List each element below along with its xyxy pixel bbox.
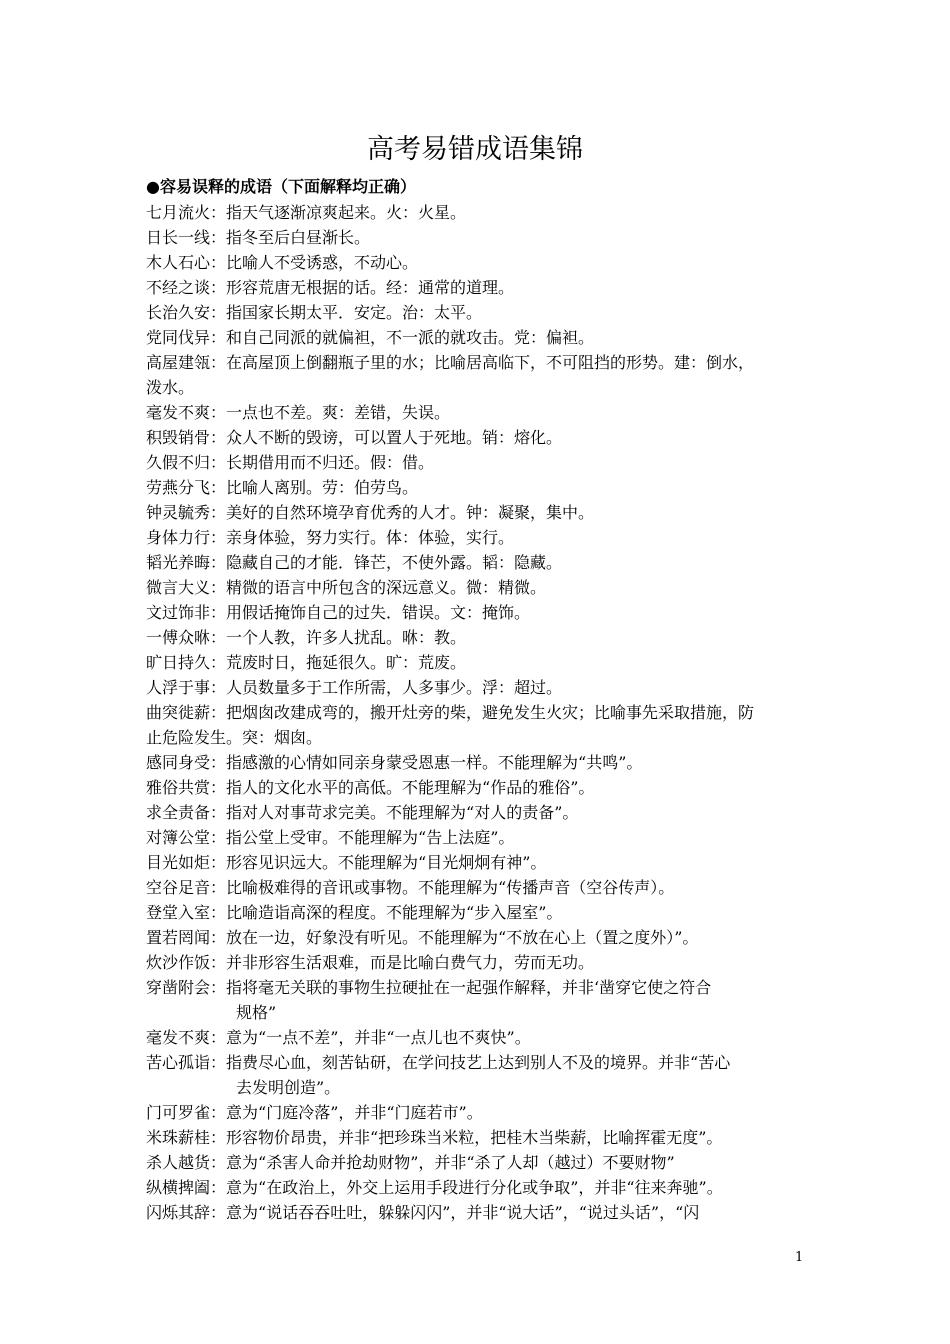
idiom-definition: 指感激的心情如同亲身蒙受恩惠一样。不能理解为“共鸣”。 [226,753,643,772]
idiom-term: 空谷足音： [146,878,227,897]
idiom-term: 高屋建瓴： [146,353,227,372]
idiom-entry [146,1025,816,1050]
idiom-definition: 亲身体验，努力实行。体：体验，实行。 [226,528,515,547]
idiom-term: 人浮于事： [146,678,227,697]
idiom-definition: 把烟囱改建成弯的，搬开灶旁的柴，避免发生火灾；比喻事先采取措施，防 [226,703,755,722]
idiom-term: 毫发不爽： [146,1028,227,1047]
idiom-entry [146,525,816,550]
idiom-entry [146,1150,816,1175]
idiom-term: 目光如炬： [146,853,227,872]
idiom-term: 党同伐异： [146,328,227,347]
document-title: 高考易错成语集锦 [367,134,583,165]
idiom-term: 苦心孤诣： [146,1053,227,1072]
idiom-entry [146,600,816,625]
idiom-entry [146,400,816,425]
idiom-definition: 比喻造诣高深的程度。不能理解为“步入屋室”。 [226,903,563,922]
idiom-entry [146,275,816,300]
idiom-term: 穿凿附会： [146,978,227,997]
idiom-definition: 一个人教，许多人扰乱。咻：教。 [226,628,467,647]
idiom-entry [146,850,816,875]
idiom-term: 感同身受： [146,753,227,772]
idiom-definition: 人员数量多于工作所需，人多事少。浮：超过。 [226,678,563,697]
idiom-entry [146,775,816,800]
idiom-entry [146,300,816,325]
idiom-term: 钟灵毓秀： [146,503,227,522]
idiom-definition: 意为“一点不差”，并非“一点儿也不爽快”。 [226,1028,531,1047]
idiom-definition: 指国家长期太平．安定。治：太平。 [226,303,483,322]
idiom-term: 登堂入室： [146,903,227,922]
idiom-entry [146,325,816,350]
idiom-definition: 意为“门庭冷落”，并非“门庭若市”。 [226,1103,483,1122]
idiom-definition: 一点也不差。爽：差错，失误。 [226,403,451,422]
idiom-definition: 荒废时日，拖延很久。旷：荒废。 [226,653,467,672]
idiom-definition: 隐藏自己的才能．锋芒，不使外露。韬：隐藏。 [226,553,563,572]
idiom-term: 求全责备： [146,803,227,822]
idiom-definition: 比喻人离别。劳：伯劳鸟。 [226,478,419,497]
idiom-entry [146,750,816,775]
idiom-entry [146,1100,816,1125]
idiom-definition: 比喻人不受诱惑，不动心。 [226,253,419,272]
idiom-term: 门可罗雀： [146,1103,227,1122]
idiom-definition-continued: 规格” [236,1003,277,1022]
idiom-definition: 指冬至后白昼渐长。 [226,228,371,247]
idiom-definition: 意为“在政治上，外交上运用手段进行分化或争取”，并非“往来奔驰”。 [226,1178,723,1197]
idiom-term: 闪烁其辞： [146,1203,227,1222]
idiom-entry [146,250,816,275]
idiom-entry [146,550,816,575]
idiom-term: 日长一线： [146,228,227,247]
idiom-entry [146,450,816,475]
idiom-entry [146,825,816,850]
idiom-entry [146,800,816,825]
idiom-definition: 形容见识远大。不能理解为“目光炯炯有神”。 [226,853,547,872]
idiom-entry [146,500,816,525]
idiom-entry [146,200,816,225]
idiom-term: 对簿公堂： [146,828,227,847]
idiom-definition: 用假话掩饰自己的过失．错误。文：掩饰。 [226,603,531,622]
idiom-entry [146,425,816,450]
idiom-entry [146,1050,816,1100]
idiom-term: 韬光养晦： [146,553,227,572]
idiom-list [146,200,816,1225]
idiom-entry [146,350,816,400]
idiom-definition: 众人不断的毁谤，可以置人于死地。销：熔化。 [226,428,563,447]
idiom-definition: 放在一边，好象没有听见。不能理解为“不放在心上（置之度外）”。 [226,928,699,947]
idiom-term: 长治久安： [146,303,227,322]
idiom-definition: 指对人对事苛求完美。不能理解为“对人的责备”。 [226,803,579,822]
idiom-entry [146,650,816,675]
idiom-definition-continued: 泼水。 [146,378,195,397]
idiom-term: 米珠薪桂： [146,1128,227,1147]
idiom-term: 久假不归： [146,453,227,472]
idiom-term: 置若罔闻： [146,928,227,947]
idiom-term: 毫发不爽： [146,403,227,422]
idiom-definition: 并非形容生活艰难，而是比喻白费气力，劳而无功。 [226,953,595,972]
idiom-definition: 指天气逐渐凉爽起来。火：火星。 [226,203,467,222]
idiom-entry [146,975,816,1025]
idiom-term: 微言大义： [146,578,227,597]
idiom-definition: 指将毫无关联的事物生拉硬扯在一起强作解释，并非‘凿穿它使之符合 [226,978,712,997]
idiom-entry [146,1200,816,1225]
idiom-entry [146,875,816,900]
idiom-term: 不经之谈： [146,278,227,297]
idiom-definition: 美好的自然环境孕育优秀的人才。钟：凝聚，集中。 [226,503,595,522]
idiom-term: 木人石心： [146,253,227,272]
idiom-term: 一傅众咻： [146,628,227,647]
idiom-term: 杀人越货： [146,1153,227,1172]
page-number: 1 [795,1250,804,1265]
idiom-term: 文过饰非： [146,603,227,622]
idiom-definition: 意为“说话吞吞吐吐，躲躲闪闪”，并非“说大话”，“说过头话”，“闪 [226,1203,700,1222]
idiom-definition: 和自己同派的就偏袒，不一派的就攻击。党：偏袒。 [226,328,595,347]
idiom-entry [146,225,816,250]
idiom-entry [146,950,816,975]
idiom-term: 身体力行： [146,528,227,547]
idiom-entry [146,675,816,700]
idiom-definition: 长期借用而不归还。假：借。 [226,453,435,472]
idiom-entry [146,625,816,650]
idiom-term: 劳燕分飞： [146,478,227,497]
idiom-definition: 形容荒唐无根据的话。经：通常的道理。 [226,278,515,297]
idiom-term: 雅俗共赏： [146,778,227,797]
idiom-entry [146,925,816,950]
idiom-term: 旷日持久： [146,653,227,672]
idiom-entry [146,700,816,750]
idiom-definition-continued: 止危险发生。突：烟囱。 [146,728,323,747]
idiom-definition: 在高屋顶上倒翻瓶子里的水；比喻居高临下，不可阻挡的形势。建：倒水， [226,353,755,372]
idiom-term: 七月流火： [146,203,227,222]
idiom-entry [146,900,816,925]
section-heading: ●容易误释的成语（下面解释均正确） [146,177,416,196]
idiom-definition: 精微的语言中所包含的深远意义。微：精微。 [226,578,547,597]
idiom-definition: 指费尽心血，刻苦钻研，在学问技艺上达到别人不及的境界。并非“苦心 [226,1053,731,1072]
idiom-definition: 指公堂上受审。不能理解为“告上法庭”。 [226,828,515,847]
idiom-term: 纵横捭阖： [146,1178,227,1197]
idiom-definition: 形容物价昂贵，并非“把珍珠当米粒，把桂木当柴薪，比喻挥霍无度”。 [226,1128,723,1147]
idiom-term: 曲突徙薪： [146,703,227,722]
idiom-term: 积毁销骨： [146,428,227,447]
idiom-term: 炊沙作饭： [146,953,227,972]
idiom-entry [146,1175,816,1200]
idiom-definition: 比喻极难得的音讯或事物。不能理解为“传播声音（空谷传声）。 [226,878,675,897]
idiom-entry [146,1125,816,1150]
idiom-definition: 指人的文化水平的高低。不能理解为“作品的雅俗”。 [226,778,595,797]
idiom-definition-continued: 去发明创造”。 [236,1078,341,1097]
idiom-entry [146,575,816,600]
idiom-definition: 意为“杀害人命并抢劫财物”，并非“杀了人却（越过）不要财物” [226,1153,675,1172]
idiom-entry [146,475,816,500]
